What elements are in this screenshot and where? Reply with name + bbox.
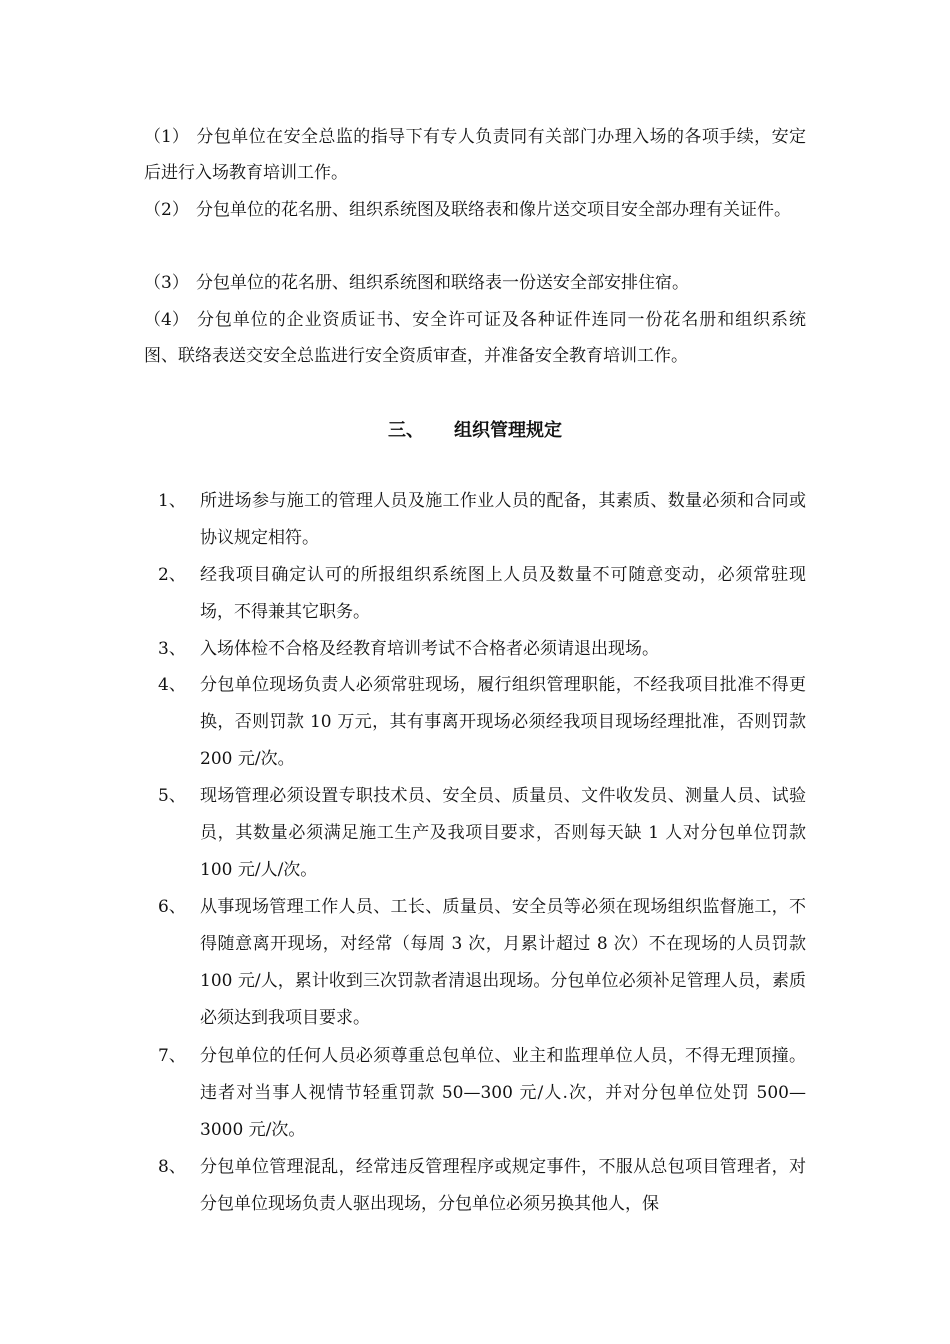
item-text: 从事现场管理工作人员、工长、质量员、安全员等必须在现场组织监督施工，不得随意离开现场，对经常（每周 3 次，月累计超过 8 次）不在现场的人员罚款 100 元/人，累计收到三次罚款者清退出现场。分包单位必须补足管理人员，素质必须达到我项目要求。	[200, 897, 806, 1028]
pre-item-1	[144, 119, 806, 191]
pre-item-number: （3）	[144, 273, 189, 293]
list-item-1	[144, 483, 806, 557]
item-number: 4、	[158, 675, 186, 695]
pre-item-number: （4）	[144, 310, 189, 330]
pre-item-text: 分包单位的花名册、组织系统图及联络表和像片送交项目安全部办理有关证件。	[196, 200, 791, 220]
item-number: 6、	[158, 897, 186, 917]
list-item-5	[144, 778, 806, 889]
item-number: 7、	[158, 1046, 186, 1066]
item-number: 2、	[158, 565, 186, 585]
list-item-4	[144, 667, 806, 778]
list-item-6	[144, 889, 806, 1037]
item-text: 分包单位的任何人员必须尊重总包单位、业主和监理单位人员，不得无理顶撞。违者对当事人视情节轻重罚款 50—300 元/人.次，并对分包单位处罚 500—3000 元/次。	[200, 1046, 806, 1140]
list-item-3	[144, 631, 806, 668]
item-text: 现场管理必须设置专职技术员、安全员、质量员、文件收发员、测量人员、试验员，其数量必须满足施工生产及我项目要求，否则每天缺 1 人对分包单位罚款 100 元/人/次。	[200, 786, 806, 880]
list-item-8	[144, 1149, 806, 1223]
section-heading	[0, 413, 950, 449]
pre-item-text: 分包单位在安全总监的指导下有专人负责同有关部门办理入场的各项手续，安定后进行入场教育培训工作。	[144, 127, 806, 183]
item-text: 分包单位现场负责人必须常驻现场，履行组织管理职能，不经我项目批准不得更换，否则罚款 10 万元，其有事离开现场必须经我项目现场经理批准，否则罚款 200 元/次。	[200, 675, 806, 769]
pre-item-number: （2）	[144, 200, 189, 220]
item-text: 所进场参与施工的管理人员及施工作业人员的配备，其素质、数量必须和合同或协议规定相符。	[200, 491, 806, 548]
list-item-7	[144, 1038, 806, 1149]
pre-item-text: 分包单位的花名册、组织系统图和联络表一份送安全部安排住宿。	[196, 273, 689, 293]
pre-item-2	[144, 192, 806, 228]
pre-item-4	[144, 302, 806, 374]
item-text: 入场体检不合格及经教育培训考试不合格者必须请退出现场。	[200, 639, 659, 659]
item-text: 经我项目确定认可的所报组织系统图上人员及数量不可随意变动，必须常驻现场，不得兼其它职务。	[200, 565, 806, 622]
item-number: 5、	[158, 786, 186, 806]
item-text: 分包单位管理混乱，经常违反管理程序或规定事件，不服从总包项目管理者，对分包单位现场负责人驱出现场，分包单位必须另换其他人，保	[200, 1157, 806, 1214]
item-number: 8、	[158, 1157, 186, 1177]
item-number: 1、	[158, 491, 186, 511]
section-title: 组织管理规定	[454, 420, 562, 441]
item-number: 3、	[158, 639, 186, 659]
section-number: 三、	[388, 420, 424, 441]
pre-item-text: 分包单位的企业资质证书、安全许可证及各种证件连同一份花名册和组织系统图、联络表送交安全总监进行安全资质审查，并准备安全教育培训工作。	[144, 310, 806, 366]
pre-item-number: （1）	[144, 127, 189, 147]
pre-item-3	[144, 265, 806, 301]
list-item-2	[144, 557, 806, 631]
